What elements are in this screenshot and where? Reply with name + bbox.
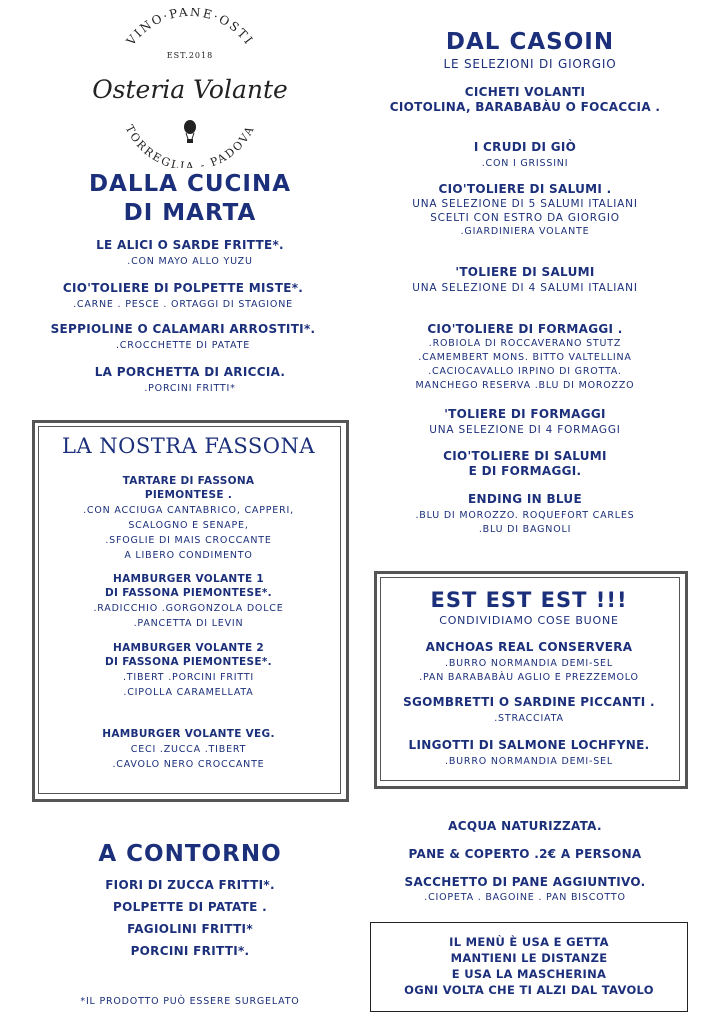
contorno-list — [40, 874, 340, 962]
dish-desc: .BLU DI BAGNOLI — [478, 524, 572, 535]
logo-est: EST.2018 — [166, 51, 214, 60]
dish-desc: .CIOPETA . BAGOINE . PAN BISCOTTO — [424, 892, 626, 903]
dish-name: CIO'TOLIERE DI FORMAGGI . — [427, 322, 623, 336]
cicheti-item — [375, 85, 675, 114]
dish-name: LE ALICI O SARDE FRITTE*. — [96, 238, 284, 252]
casoin-item — [375, 265, 675, 294]
acqua-item: ACQUA NATURIZZATA. — [448, 819, 602, 833]
dish-desc: .BURRO NORMANDIA DEMI-SEL — [445, 658, 613, 669]
dish-desc: .BURRO NORMANDIA DEMI-SEL — [445, 756, 613, 767]
cucina-item — [40, 365, 340, 394]
dish-name: CIO'TOLIERE DI SALUMI . — [438, 182, 612, 196]
dish-name: 'TOLIERE DI FORMAGGI — [444, 407, 606, 421]
casoin-item — [375, 140, 675, 169]
dish-desc: .CIPOLLA CARAMELLATA — [123, 687, 254, 698]
dish-desc: .CARNE . PESCE . ORTAGGI DI STAGIONE — [73, 299, 293, 310]
logo-arc-top: VINO·PANE·OSTI — [123, 8, 257, 49]
casoin-item — [375, 407, 675, 436]
dish-desc: .CON I GRISSINI — [481, 158, 569, 169]
dish-desc: .SFOGLIE DI MAIS CROCCANTE — [105, 535, 272, 546]
dish-name: SACCHETTO DI PANE AGGIUNTIVO. — [404, 875, 646, 889]
est-item — [380, 695, 678, 724]
dish-name: PIEMONTESE . — [144, 489, 233, 501]
dish-desc: .RADICCHIO .GORGONZOLA DOLCE — [93, 603, 284, 614]
contorno-item: FAGIOLINI FRITTI* — [127, 922, 253, 936]
dish-desc: .CAMEMBERT MONS. BITTO VALTELLINA — [418, 352, 632, 363]
cucina-title — [40, 170, 340, 228]
cucina-item — [28, 281, 338, 310]
contorno-title: A CONTORNO — [98, 841, 282, 867]
dish-desc: .CACIOCAVALLO IRPINO DI GROTTA. — [428, 366, 622, 377]
fassona-item — [38, 474, 339, 563]
fassona-item — [38, 641, 339, 700]
dish-desc: UNA SELEZIONE DI 5 SALUMI ITALIANI — [412, 198, 638, 210]
dish-desc: SCELTI CON ESTRO DA GIORGIO — [430, 212, 620, 224]
dish-desc: .CON ACCIUGA CANTABRICO, CAPPERI, — [83, 505, 294, 516]
dish-name: I CRUDI DI GIÒ — [473, 140, 577, 154]
dish-name: ANCHOAS REAL CONSERVERA — [425, 640, 633, 654]
fassona-title: LA NOSTRA FASSONA — [62, 434, 315, 458]
dish-name: CIO'TOLIERE DI POLPETTE MISTE*. — [62, 281, 304, 295]
dish-desc: UNA SELEZIONE DI 4 SALUMI ITALIANI — [412, 282, 638, 294]
logo-graphic — [80, 8, 300, 168]
contorno-item: PORCINI FRITTI*. — [130, 944, 250, 958]
cucina-item — [28, 322, 338, 351]
combo-item — [375, 449, 675, 478]
casoin-subtitle: LE SELEZIONI DI GIORGIO — [443, 57, 617, 71]
dish-desc: .CON MAYO ALLO YUZU — [127, 256, 253, 267]
dish-name: CICHETI VOLANTI — [464, 85, 586, 99]
est-item — [380, 738, 678, 767]
dish-name: LA PORCHETTA DI ARICCIA. — [94, 365, 286, 379]
notice-line: OGNI VOLTA CHE TI ALZI DAL TAVOLO — [404, 983, 654, 997]
pane-coperto-item: PANE & COPERTO .2€ A PERSONA — [408, 847, 642, 861]
ending-item — [375, 492, 675, 537]
logo-arc-bottom: TORREGLIA - PADOVA — [122, 122, 258, 168]
casoin-item — [375, 322, 675, 393]
contorno-item: POLPETTE DI PATATE . — [112, 900, 268, 914]
dish-name: CIO'TOLIERE DI SALUMI — [443, 449, 607, 463]
notice-line: E USA LA MASCHERINA — [451, 967, 607, 981]
dish-desc: .TIBERT .PORCINI FRITTI — [122, 672, 255, 683]
casoin-item — [375, 182, 675, 239]
dish-name: CIOTOLINA, BARABABÀU O FOCACCIA . — [389, 100, 661, 114]
dish-name: DI FASSONA PIEMONTESE*. — [105, 656, 272, 668]
notice-text — [370, 934, 688, 998]
logo — [80, 8, 300, 168]
dish-desc: .BLU DI MOROZZO. ROQUEFORT CARLES — [415, 510, 635, 521]
dish-name: HAMBURGER VOLANTE 2 — [113, 642, 264, 654]
dish-name: LINGOTTI DI SALMONE LOCHFYNE. — [408, 738, 650, 752]
est-title: EST EST EST !!! — [430, 588, 628, 612]
dish-desc: SCALOGNO E SENAPE, — [128, 520, 249, 531]
dish-name: HAMBURGER VOLANTE 1 — [113, 573, 264, 585]
dish-desc: A LIBERO CONDIMENTO — [124, 550, 253, 561]
est-item — [380, 640, 678, 685]
dish-name: E DI FORMAGGI. — [468, 464, 582, 478]
dish-desc: CECI .ZUCCA .TIBERT — [130, 744, 247, 755]
dish-name: HAMBURGER VOLANTE VEG. — [102, 728, 275, 740]
contorno-item: FIORI DI ZUCCA FRITTI*. — [105, 878, 275, 892]
est-subtitle: CONDIVIDIAMO COSE BUONE — [439, 614, 619, 627]
logo-name: Osteria Volante — [92, 75, 288, 104]
cucina-title-line-1: DALLA CUCINA — [88, 171, 292, 197]
dish-desc: .STRACCIATA — [494, 713, 564, 724]
dish-desc: .PAN BARABABÀU AGLIO E PREZZEMOLO — [419, 672, 639, 683]
dish-desc: .PORCINI FRITTI* — [144, 383, 236, 394]
fassona-item — [38, 727, 339, 772]
dish-desc: .GIARDINIERA VOLANTE — [460, 226, 590, 237]
dish-desc: .PANCETTA DI LEVIN — [133, 618, 244, 629]
notice-line: MANTIENI LE DISTANZE — [450, 951, 608, 965]
hot-air-balloon-icon — [184, 120, 196, 143]
surgelato-footnote: *IL PRODOTTO PUÒ ESSERE SURGELATO — [80, 996, 300, 1007]
dish-name: TARTARE DI FASSONA — [122, 475, 255, 487]
dish-desc: .CAVOLO NERO CROCCANTE — [112, 759, 265, 770]
notice-line: IL MENÙ È USA E GETTA — [449, 935, 609, 949]
dish-desc: .ROBIOLA DI ROCCAVERANO STUTZ — [428, 338, 622, 349]
dish-desc: .CROCCHETTE DI PATATE — [115, 340, 251, 351]
dish-name: 'TOLIERE DI SALUMI — [455, 265, 595, 279]
dish-desc: MANCHEGO RESERVA .BLU DI MOROZZO — [415, 380, 635, 391]
dish-name: DI FASSONA PIEMONTESE*. — [105, 587, 272, 599]
dish-name: SGOMBRETTI O SARDINE PICCANTI . — [403, 695, 655, 709]
dish-desc: UNA SELEZIONE DI 4 FORMAGGI — [429, 424, 621, 436]
sacchetto-item — [375, 875, 675, 903]
dish-name: SEPPIOLINE O CALAMARI ARROSTITI*. — [50, 322, 316, 336]
casoin-title: DAL CASOIN — [445, 29, 615, 55]
cucina-item — [40, 238, 340, 267]
fassona-item — [38, 572, 339, 631]
dish-name: ENDING IN BLUE — [468, 492, 582, 506]
cucina-title-line-2: DI MARTA — [123, 200, 257, 226]
